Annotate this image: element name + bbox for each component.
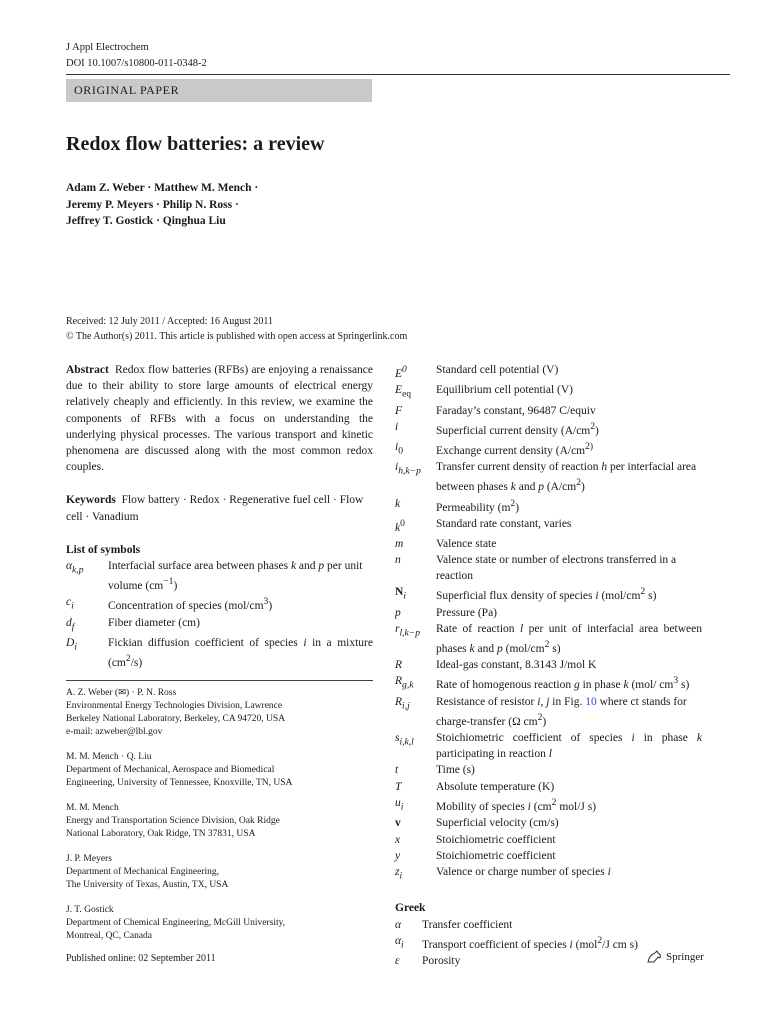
symbol-description: Porosity: [422, 955, 461, 968]
symbol-description: Ideal-gas constant, 8.3143 J/mol K: [436, 659, 597, 672]
affiliation-email[interactable]: e-mail: azweber@lbl.gov: [66, 726, 163, 737]
symbol-description: Superficial flux density of species i ($mol/cm^2$ s): [436, 586, 657, 602]
author-line: Jeremy P. Meyers · Philip N. Ross ·: [66, 198, 239, 211]
symbol-description: Stoichiometric coefficient: [436, 833, 556, 846]
symbol-row: [395, 419, 702, 439]
symbol-row: [66, 594, 373, 615]
symbol-description: Transfer coefficient: [422, 918, 513, 931]
symbol: $R_{g,k}$: [395, 675, 414, 691]
header-rule: [66, 74, 730, 75]
symbol-row: [395, 917, 702, 933]
symbol-description: Fiber diameter (cm): [108, 616, 200, 629]
affiliation-names: J. T. Gostick: [66, 904, 114, 915]
symbol-description: Pressure (Pa): [436, 606, 497, 619]
symbol: $k^0$: [395, 517, 405, 534]
symbol-row: [66, 635, 373, 671]
keywords-text: Flow battery · Redox · Regenerative fuel cell · Flow cell · Vanadium: [66, 494, 364, 523]
symbol-row: [395, 362, 702, 382]
symbol-row: [395, 779, 702, 795]
symbol: $d_f$: [66, 616, 75, 633]
symbol: F: [395, 404, 403, 417]
abstract-label: Abstract: [66, 364, 109, 376]
affiliation: [66, 853, 373, 892]
paper-title: Redox flow batteries: a review: [66, 133, 325, 155]
doi: DOI 10.1007/s10800-011-0348-2: [66, 58, 207, 69]
journal-name: J Appl Electrochem: [66, 42, 149, 53]
symbol-description: Permeability $(m^2)$: [436, 497, 520, 514]
greek-heading: Greek: [395, 902, 426, 915]
symbol-row: [395, 762, 702, 778]
symbol-description: Interfacial surface area between phases k and p per unit volume $(cm^{-1})$: [108, 560, 363, 593]
symbol-description: Mobility of species i ($cm^2$ mol/J s): [436, 796, 597, 813]
symbol-description: Rate of homogenous reaction g in phase k (mol/ $cm^3$ s): [436, 675, 690, 692]
symbol: y: [395, 849, 401, 862]
symbol: R: [395, 659, 403, 672]
springer-horse-icon: [646, 950, 662, 964]
affiliation-line: Department of Chemical Engineering, McGill University,: [66, 917, 286, 928]
affiliation-line: Department of Mechanical, Aerospace and Biomedical: [66, 764, 275, 775]
symbol-description: Fickian diffusion coefficient of species i in a mixture $(cm^2/s)$: [108, 637, 373, 670]
symbol-row: [66, 615, 373, 636]
author-list: [66, 180, 258, 230]
affiliation: [66, 904, 373, 943]
symbol: $s_{i,k,l}$: [395, 732, 414, 748]
symbol: $E^0$: [395, 364, 407, 380]
symbol-description: Exchange current density ($A/cm^{2)}$: [436, 440, 594, 457]
symbol-row: [395, 605, 702, 621]
symbol-description: Resistance of resistor i, j in Fig. 10 where ct stands for charge-transfer (Ω $cm^2$): [436, 695, 687, 728]
keywords: [66, 492, 373, 524]
symbol-description: Time (s): [436, 764, 475, 777]
symbol-row: [395, 621, 702, 657]
author-line: Adam Z. Weber · Matthew M. Mench ·: [66, 182, 259, 194]
symbol-description: Absolute temperature (K): [436, 780, 555, 793]
affiliation-line: Engineering, University of Tennessee, Knoxville, TN, USA: [66, 777, 293, 788]
symbol-description: Valence state or number of electrons transferred in a reaction: [436, 553, 677, 582]
symbol: x: [395, 833, 401, 846]
symbol: i: [395, 420, 399, 433]
symbol: t: [395, 764, 399, 777]
symbol-row: [395, 832, 702, 848]
symbol: $c_i$: [66, 596, 74, 612]
symbol-description: Stoichiometric coefficient: [436, 849, 556, 862]
symbol-row: [395, 516, 702, 536]
symbol: $E_{eq}$: [395, 384, 412, 400]
affiliation-names: J. P. Meyers: [66, 853, 112, 864]
symbol-description: Valence or charge number of species i: [436, 865, 611, 878]
affiliation-line: Department of Mechanical Engineering,: [66, 866, 219, 877]
symbol-description: Transport coefficient of species i (mol$^2$/J cm s): [422, 934, 638, 951]
symbol: $R_{i,j}$: [395, 695, 410, 712]
symbols-heading: List of symbols: [66, 543, 141, 556]
symbol-description: Concentration of species $(mol/cm^3)$: [108, 596, 273, 613]
figure-link[interactable]: 10: [585, 695, 597, 708]
symbol-description: Equilibrium cell potential (V): [436, 384, 574, 397]
affiliation-line: Energy and Transportation Science Division, Oak Ridge: [66, 815, 280, 826]
category-band: [66, 79, 372, 102]
dates: [66, 314, 407, 344]
symbol-row: [395, 694, 702, 730]
abstract-text: Redox flow batteries (RFBs) are enjoying a renaissance due to their ability to store large amounts of electrical energy relatively cheaply and efficiently. In this review, we examine the components of RFBs with a focus on understanding the underlying physical processes. The various transport and kinetic phenomena are discussed along with the most common redox couples.: [66, 364, 374, 474]
symbol-row: [395, 815, 702, 831]
symbol: m: [395, 537, 404, 550]
symbol-row: [395, 536, 702, 552]
symbol-description: Rate of reaction l per unit of interfacial area between phases k and p ($mol/cm^2$ s): [436, 622, 702, 655]
published-date: Published online: 02 September 2011: [66, 953, 216, 964]
symbol-row: [395, 864, 702, 885]
symbol: $D_i$: [66, 637, 77, 653]
symbol-row: [395, 730, 702, 762]
symbol-row: [395, 382, 702, 403]
symbol-description: Superficial current density $(A/cm^2)$: [436, 420, 599, 437]
abstract: [66, 362, 373, 475]
symbol: $i_{h,k-p}$: [395, 461, 421, 477]
symbol: p: [395, 606, 401, 619]
affiliation-line: The University of Texas, Austin, TX, USA: [66, 879, 229, 890]
symbol: $r_{l,k-p}$: [395, 622, 421, 639]
affiliation: [66, 751, 373, 790]
affiliation: [66, 687, 373, 739]
affiliation: [66, 802, 373, 841]
publisher-logo: [646, 950, 704, 964]
affiliation-names: M. M. Mench: [66, 802, 119, 813]
symbol: T: [395, 780, 402, 793]
received-date: Received: 12 July 2011 / Accepted: 16 August 2011: [66, 316, 274, 327]
footnote-rule: [66, 680, 373, 681]
symbol-row: [395, 552, 702, 584]
affiliation-line: Environmental Energy Technologies Division, Lawrence: [66, 700, 283, 711]
symbol-description: Transfer current density of reaction h per interfacial area between phases k and p $(A/cm^2)$: [436, 461, 697, 494]
symbol-description: Superficial velocity (cm/s): [436, 817, 559, 830]
symbol-row: [395, 673, 702, 694]
symbol-row: [395, 439, 702, 460]
symbol-description: Valence state: [436, 537, 497, 550]
category-label: ORIGINAL PAPER: [74, 83, 180, 97]
affiliation-line: National Laboratory, Oak Ridge, TN 37831, USA: [66, 828, 256, 839]
right-column: [395, 362, 702, 970]
symbol-row: [395, 496, 702, 516]
symbol-description: Standard rate constant, varies: [436, 517, 572, 530]
symbol: $u_i$: [395, 796, 404, 813]
keywords-label: Keywords: [66, 494, 116, 507]
affiliation-line: Montreal, QC, Canada: [66, 930, 153, 941]
symbol: k: [395, 497, 401, 510]
symbol-row: [66, 558, 373, 594]
symbol-row: [395, 584, 702, 605]
symbol-description: Stoichiometric coefficient of species i in phase k participating in reaction l: [436, 732, 702, 761]
symbol: v: [395, 817, 401, 830]
copyright: © The Author(s) 2011. This article is published with open access at Springerlink.com: [66, 331, 408, 342]
symbol-row: [395, 795, 702, 816]
symbol: $N_i$: [395, 586, 406, 602]
symbol-description: Faraday’s constant, 96487 C/equiv: [436, 404, 596, 417]
left-column: [66, 362, 373, 955]
author-line: Jeffrey T. Gostick · Qinghua Liu: [66, 215, 226, 227]
symbol: $i_0$: [395, 440, 403, 457]
symbol-row: [395, 657, 702, 673]
symbol-row: [395, 848, 702, 864]
symbol: $\alpha_i$: [395, 934, 404, 951]
affiliation-names: A. Z. Weber (✉) · P. N. Ross: [66, 687, 177, 698]
symbol: α: [395, 918, 402, 931]
affiliation-names: M. M. Mench · Q. Liu: [66, 751, 152, 762]
symbol-row: [395, 459, 702, 495]
symbol-row: [395, 403, 702, 419]
journal-header: [66, 40, 207, 72]
symbol-description: Standard cell potential (V): [436, 364, 559, 376]
symbol: n: [395, 553, 401, 566]
symbol: $\alpha_{k,p}$: [66, 560, 84, 576]
symbol: $z_i$: [395, 865, 403, 882]
symbol: ε: [395, 955, 400, 968]
affiliation-line: Berkeley National Laboratory, Berkeley, CA 94720, USA: [66, 713, 286, 724]
publisher-name: Springer: [666, 951, 704, 963]
